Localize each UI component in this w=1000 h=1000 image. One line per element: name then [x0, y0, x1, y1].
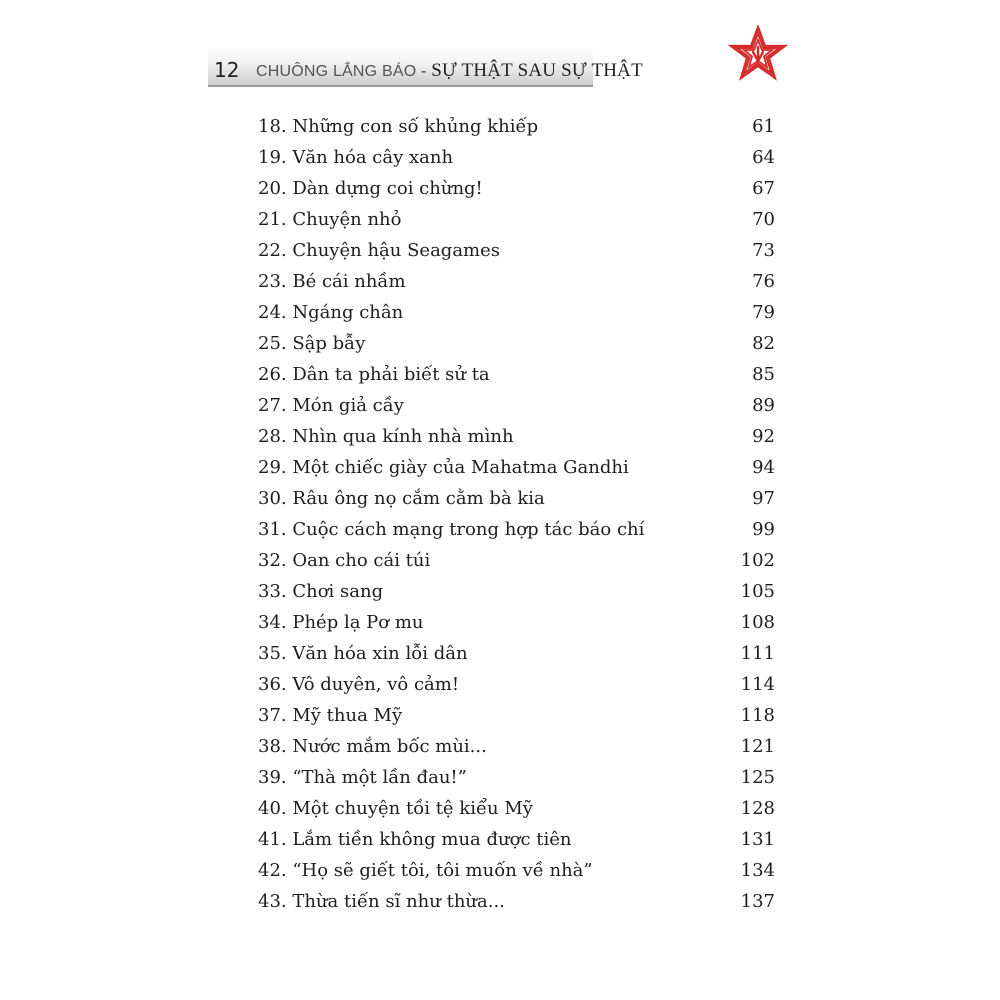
- toc-entry: [258, 266, 775, 297]
- toc-entry-page: 92: [752, 426, 775, 447]
- toc-entry-page: 102: [740, 550, 775, 571]
- toc-entry: [258, 855, 775, 886]
- toc-entry-title: 32. Oan cho cái túi: [258, 550, 431, 571]
- toc-entry-title: 35. Văn hóa xin lỗi dân: [258, 643, 468, 664]
- toc-entry-page: 89: [752, 395, 775, 416]
- toc-entry-title: 23. Bé cái nhầm: [258, 271, 406, 292]
- toc-entry: [258, 824, 775, 855]
- toc-entry-page: 73: [752, 240, 775, 261]
- toc-entry-page: 137: [740, 891, 775, 912]
- toc-entry-page: 85: [752, 364, 775, 385]
- toc-entry-page: 64: [752, 147, 775, 168]
- toc-entry-page: 70: [752, 209, 775, 230]
- toc-entry-page: 128: [740, 798, 775, 819]
- toc-entry-page: 134: [740, 860, 775, 881]
- toc-entry-page: 67: [752, 178, 775, 199]
- toc-entry: [258, 390, 775, 421]
- running-header-rule: [208, 85, 593, 87]
- toc-entry-title: 38. Nước mắm bốc mùi...: [258, 736, 487, 757]
- toc-entry-page: 61: [752, 116, 775, 137]
- header-separator: -: [421, 63, 427, 80]
- toc-entry: [258, 359, 775, 390]
- toc-entry: [258, 545, 775, 576]
- toc-entry-title: 37. Mỹ thua Mỹ: [258, 705, 403, 726]
- toc-entry: [258, 886, 775, 917]
- toc-entry-title: 20. Dàn dựng coi chừng!: [258, 178, 483, 199]
- toc-entry-page: 108: [740, 612, 775, 633]
- toc-entry-title: 43. Thừa tiến sĩ như thừa...: [258, 891, 505, 912]
- toc-entry-title: 42. “Họ sẽ giết tôi, tôi muốn về nhà”: [258, 860, 593, 881]
- toc-entry-title: 19. Văn hóa cây xanh: [258, 147, 454, 168]
- page-number: 12: [214, 58, 240, 82]
- toc-entry-page: 125: [740, 767, 775, 788]
- toc-entry-title: 28. Nhìn qua kính nhà mình: [258, 426, 514, 447]
- toc-entry: [258, 514, 775, 545]
- toc-entry: [258, 421, 775, 452]
- toc-entry: [258, 483, 775, 514]
- toc-entry-page: 114: [740, 674, 775, 695]
- toc-entry-title: 36. Vô duyên, vô cảm!: [258, 674, 460, 695]
- toc-entry-title: 30. Râu ông nọ cắm cằm bà kia: [258, 488, 545, 509]
- book-subtitle: SỰ THẬT SAU SỰ THẬT: [431, 60, 643, 81]
- toc-entry-title: 39. “Thà một lần đau!”: [258, 767, 467, 788]
- running-header-title: [256, 60, 643, 82]
- toc-entry: [258, 235, 775, 266]
- toc-entry: [258, 607, 775, 638]
- toc-entry-title: 21. Chuyện nhỏ: [258, 209, 402, 230]
- toc-entry: [258, 142, 775, 173]
- toc-entry: [258, 762, 775, 793]
- toc-entry-title: 22. Chuyện hậu Seagames: [258, 240, 501, 261]
- toc-entry: [258, 111, 775, 142]
- toc-entry: [258, 576, 775, 607]
- toc-entry-page: 118: [740, 705, 775, 726]
- red-star-emblem-icon: [728, 25, 788, 85]
- toc-entry-title: 18. Những con số khủng khiếp: [258, 116, 539, 137]
- toc-entry-page: 99: [752, 519, 775, 540]
- toc-entry-page: 105: [740, 581, 775, 602]
- toc-entry-title: 40. Một chuyện tồi tệ kiểu Mỹ: [258, 798, 533, 819]
- toc-entry-title: 31. Cuộc cách mạng trong hợp tác báo chí: [258, 519, 645, 540]
- toc-entry-page: 82: [752, 333, 775, 354]
- toc-entry: [258, 297, 775, 328]
- toc-entry-title: 33. Chơi sang: [258, 581, 384, 602]
- toc-entry: [258, 638, 775, 669]
- toc-entry: [258, 452, 775, 483]
- toc-entry-title: 29. Một chiếc giày của Mahatma Gandhi: [258, 457, 629, 478]
- toc-entry-page: 94: [752, 457, 775, 478]
- toc-entry-page: 111: [740, 643, 775, 664]
- toc-entry-title: 41. Lắm tiền không mua được tiên: [258, 829, 572, 850]
- toc-entry: [258, 204, 775, 235]
- toc-entry-title: 25. Sập bẫy: [258, 333, 366, 354]
- toc-entry-page: 76: [752, 271, 775, 292]
- toc-entry: [258, 669, 775, 700]
- toc-entry-title: 27. Món giả cầy: [258, 395, 404, 416]
- toc-entry-title: 26. Dân ta phải biết sử ta: [258, 364, 490, 385]
- toc-entry-page: 131: [740, 829, 775, 850]
- toc-entry-title: 24. Ngáng chân: [258, 302, 404, 323]
- toc-entry: [258, 731, 775, 762]
- toc-entry: [258, 793, 775, 824]
- toc-entry: [258, 700, 775, 731]
- table-of-contents: [258, 111, 775, 917]
- series-title: CHUÔNG LẮNG BÁO: [256, 63, 417, 80]
- toc-entry: [258, 328, 775, 359]
- toc-entry-title: 34. Phép lạ Pơ mu: [258, 612, 424, 633]
- toc-entry-page: 79: [752, 302, 775, 323]
- toc-entry: [258, 173, 775, 204]
- toc-entry-page: 121: [740, 736, 775, 757]
- toc-entry-page: 97: [752, 488, 775, 509]
